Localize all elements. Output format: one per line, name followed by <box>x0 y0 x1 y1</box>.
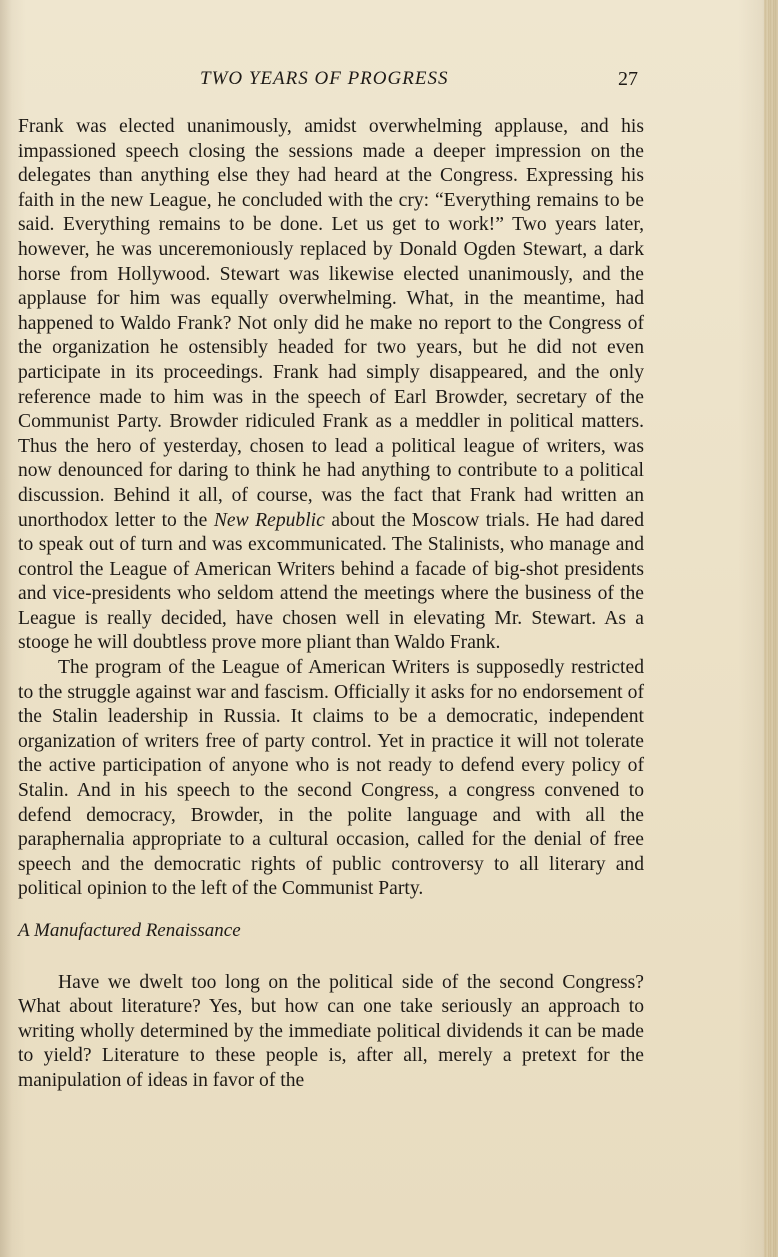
paragraph-2: The program of the League of American Writers is supposedly restricted to the struggle against war and fascism. Officially it asks for no endorsement of the Stalin leadership in Russia. It claims to be a democratic, independent organization of writers free of party control. Yet in practice it will not tolerate the active participation of anyone who is not ready to defend every policy of Stalin. And in his speech to the second Congress, a congress convened to defend democracy, Browder, in the polite language and with all the paraphernalia appropriate to a cultural occasion, called for the denial of free speech and the democratic rights of public controversy to all literary and political opinion to the left of the Communist Party. <box>18 657 644 900</box>
page-header <box>0 66 778 100</box>
paragraph-1-text-cont: about the Moscow trials. He had dared to speak out of turn and was excommunicated. The Stalinists, who manage and control the League of American Writers behind a facade of big-shot presidents and vice-presidents who seldom attend the meetings where the business of the League is really decided, have chosen well in elevating Mr. Stewart. As a stooge he will doubtless prove more pliant than Waldo Frank. <box>18 509 645 654</box>
paragraph-3: Have we dwelt too long on the political side of the second Congress? What about literature? Yes, but how can one take seriously an approach to writing wholly determined by the immediate political dividends it can be made to yield? Literature to these people is, after all, merely a pretext for the manipulation of ideas in favor of the <box>18 971 644 1091</box>
page-edge <box>764 0 778 1257</box>
paragraph-1 <box>18 115 644 656</box>
page-number: 27 <box>618 68 638 90</box>
running-head: TWO YEARS OF PROGRESS <box>200 68 449 89</box>
section-heading: A Manufactured Renaissance <box>18 920 241 941</box>
publication-title: New Republic <box>213 509 325 531</box>
paragraph-1-text: Frank was elected unanimously, amidst overwhelming applause, and his impassioned speech closing the sessions made a deeper impression on the delegates than anything else they had heard at the Congress. Expressing his faith in the new League, he concluded with the cry: “Everything remains to be said. Everything remains to be done. Let us get to work!” Two years later, however, he was unceremoniously replaced by Donald Ogden Stewart, a dark horse from Hollywood. Stewart was likewise elected unanimously, and the applause for him was equally overwhelming. What, in the meantime, had happened to Waldo Frank? Not only did he make no report to the Congress of the organization he ostensibly headed for two years, but he did not even participate in its proceedings. Frank had simply disappeared, and the only reference made to him was in the speech of Earl Browder, secretary of the Communist Party. Browder ridiculed Frank as a meddler in political matters. Thus the hero of yesterday, chosen to lead a political league of writers, was now denounced for daring to think he had anything to contribute to a political discussion. Behind it all, of course, was the fact that Frank had written an unorthodox letter to the <box>18 116 644 531</box>
body-text <box>18 115 644 1094</box>
